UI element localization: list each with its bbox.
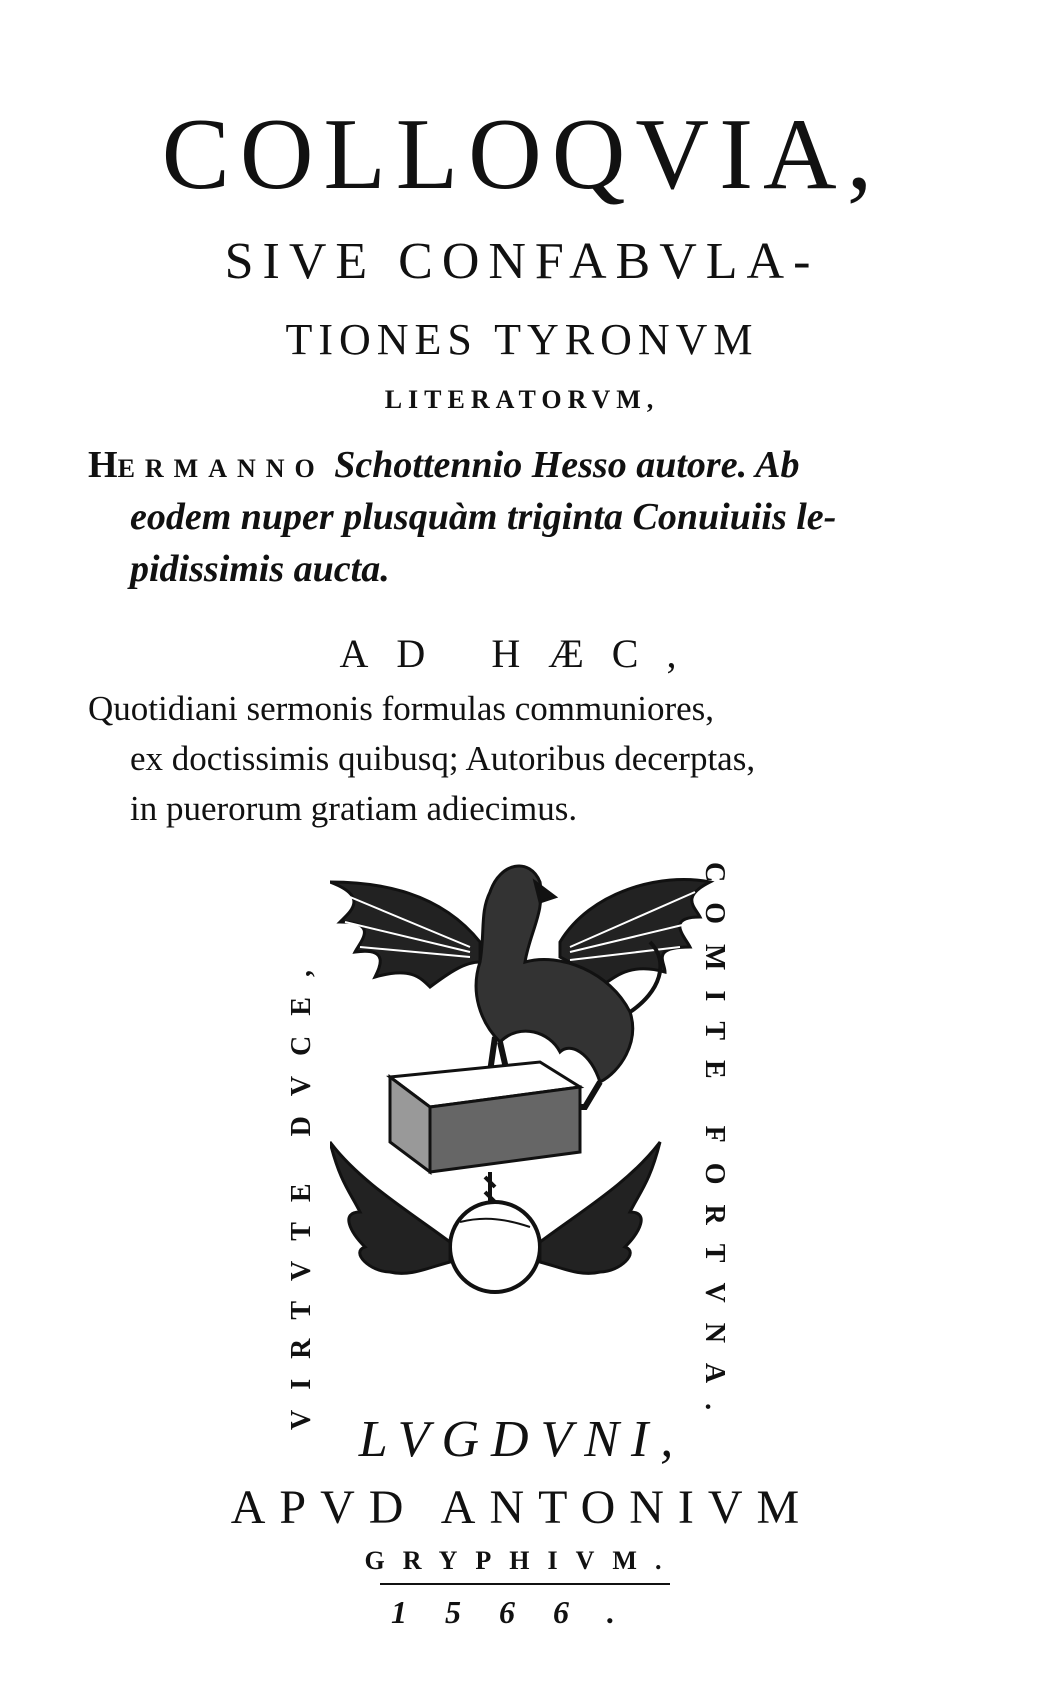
author-initial: H: [88, 444, 118, 486]
author-line-3: pidissimis aucta.: [130, 548, 390, 590]
ad-haec-heading: AD HÆC,: [339, 631, 705, 676]
imprint-printer-line-1: APVD ANTONIVM: [230, 1481, 814, 1534]
paragraph-line-3: in puerorum gratiam adiecimus.: [130, 789, 578, 828]
author-line-1: [88, 438, 968, 496]
subtitle-line-2: TIONES TYRONVM: [285, 315, 759, 364]
subtitle-line-3: LITERATORVM,: [384, 385, 660, 414]
paragraph-line-2: ex doctissimis quibusq; Autoribus decerptas,: [130, 739, 756, 778]
paragraph-line-1: Quotidiani sermonis formulas communiores,: [88, 689, 715, 728]
imprint-city: LVGDVNI,: [358, 1411, 686, 1468]
author-name: ERMANNO: [117, 454, 325, 483]
subtitle-line-1: SIVE CONFABVLA-: [224, 233, 820, 290]
motto-left: VIRTVTE DVCE,: [286, 950, 317, 1430]
imprint-rule: [380, 1583, 670, 1585]
author-line-1-text: Schottennio Hesso autore. Ab: [334, 444, 800, 486]
printer-device-griffin-emblem: [330, 852, 720, 1392]
book-title: COLLOQVIA,: [161, 98, 883, 211]
motto-right: COMITE FORTVNA.: [699, 862, 730, 1431]
imprint-year: 1566.: [391, 1594, 653, 1630]
author-line-2: eodem nuper plusquàm triginta Conuiuiis le-: [130, 496, 837, 538]
imprint-printer-line-2: GRYPHIVM.: [364, 1546, 680, 1575]
formula-paragraph: [88, 684, 968, 834]
